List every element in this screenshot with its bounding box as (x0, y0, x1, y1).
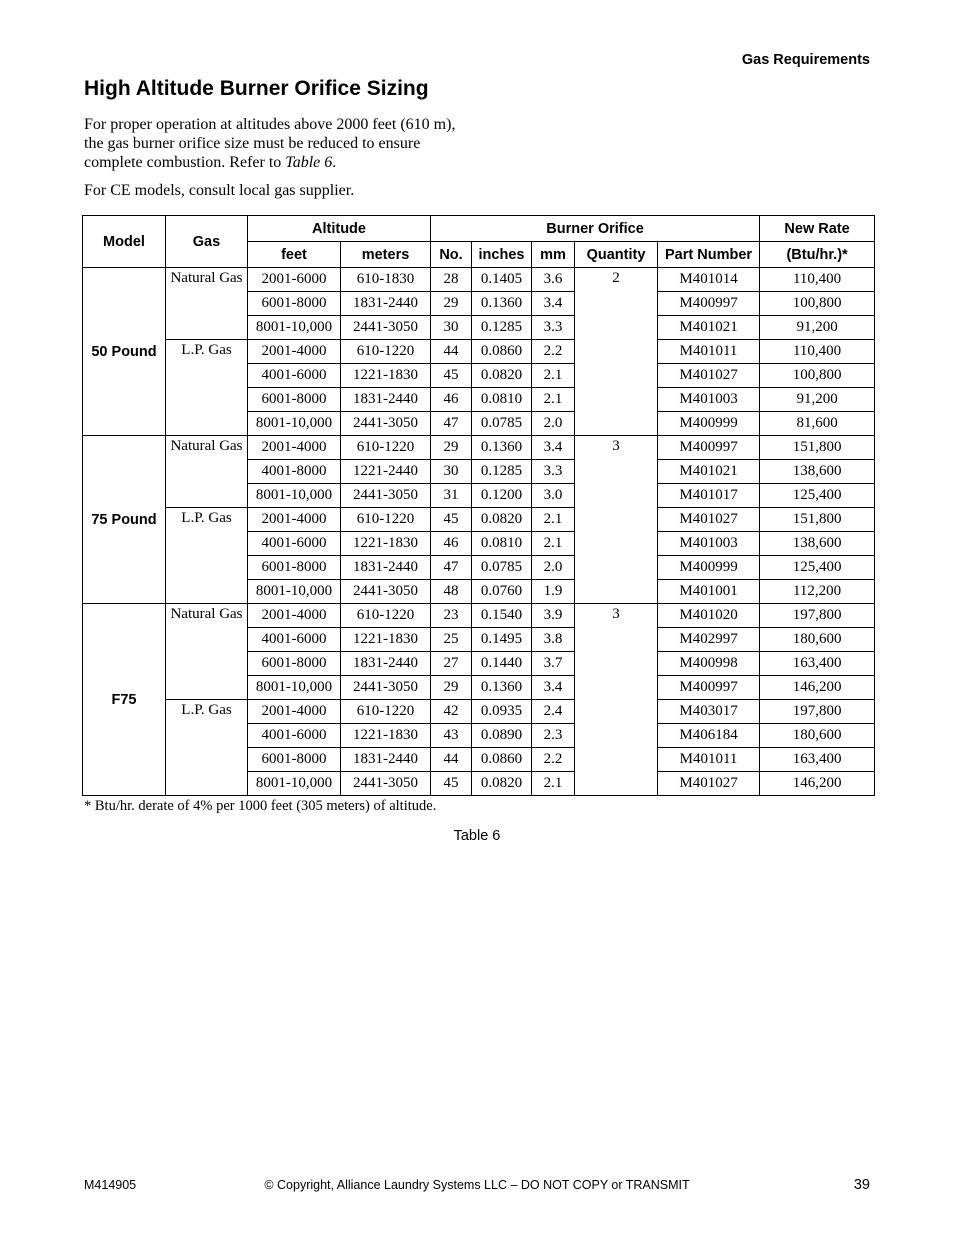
cell-orifice-no: 45 (431, 364, 472, 388)
cell-part-number: M400999 (658, 412, 760, 436)
cell-inches: 0.0820 (472, 364, 532, 388)
cell-part-number: M400997 (658, 292, 760, 316)
cell-mm: 2.2 (532, 340, 575, 364)
cell-mm: 2.1 (532, 532, 575, 556)
cell-meters: 610-1830 (341, 268, 431, 292)
cell-new-rate: 110,400 (760, 340, 875, 364)
cell-new-rate: 180,600 (760, 628, 875, 652)
cell-new-rate: 197,800 (760, 604, 875, 628)
table-row (83, 436, 875, 460)
cell-feet: 2001-4000 (248, 604, 341, 628)
cell-inches: 0.0760 (472, 580, 532, 604)
cell-mm: 3.9 (532, 604, 575, 628)
table-caption: Table 6 (453, 828, 501, 844)
cell-feet: 4001-8000 (248, 460, 341, 484)
cell-mm: 2.1 (532, 772, 575, 796)
cell-feet: 8001-10,000 (248, 676, 341, 700)
table-reference: Table 6 (285, 154, 333, 171)
cell-new-rate: 100,800 (760, 292, 875, 316)
cell-meters: 2441-3050 (341, 484, 431, 508)
cell-inches: 0.1285 (472, 316, 532, 340)
cell-meters: 2441-3050 (341, 316, 431, 340)
cell-mm: 3.8 (532, 628, 575, 652)
cell-part-number: M406184 (658, 724, 760, 748)
cell-feet: 4001-6000 (248, 364, 341, 388)
page-title: High Altitude Burner Orifice Sizing (84, 77, 429, 100)
cell-orifice-no: 45 (431, 508, 472, 532)
cell-meters: 610-1220 (341, 436, 431, 460)
cell-part-number: M401014 (658, 268, 760, 292)
cell-orifice-no: 47 (431, 556, 472, 580)
table-header (83, 216, 875, 268)
table-row (83, 268, 875, 292)
footnote: * Btu/hr. derate of 4% per 1000 feet (305 meters) of altitude. (84, 798, 437, 814)
cell-meters: 1831-2440 (341, 388, 431, 412)
cell-mm: 3.6 (532, 268, 575, 292)
table-row (83, 604, 875, 628)
cell-new-rate: 100,800 (760, 364, 875, 388)
cell-meters: 1221-1830 (341, 532, 431, 556)
cell-mm: 3.0 (532, 484, 575, 508)
cell-meters: 1831-2440 (341, 652, 431, 676)
cell-meters: 2441-3050 (341, 580, 431, 604)
cell-orifice-no: 43 (431, 724, 472, 748)
cell-mm: 3.4 (532, 292, 575, 316)
header-inches: inches (472, 242, 532, 268)
cell-feet: 8001-10,000 (248, 484, 341, 508)
cell-inches: 0.0785 (472, 556, 532, 580)
cell-orifice-no: 25 (431, 628, 472, 652)
cell-inches: 0.1495 (472, 628, 532, 652)
cell-meters: 610-1220 (341, 604, 431, 628)
intro-text-end: . (332, 154, 337, 171)
cell-feet: 8001-10,000 (248, 772, 341, 796)
cell-part-number: M400997 (658, 676, 760, 700)
header-altitude: Altitude (248, 216, 431, 242)
cell-part-number: M401003 (658, 388, 760, 412)
cell-mm: 3.3 (532, 316, 575, 340)
cell-feet: 2001-4000 (248, 436, 341, 460)
cell-feet: 6001-8000 (248, 292, 341, 316)
cell-mm: 2.1 (532, 364, 575, 388)
cell-meters: 1221-1830 (341, 628, 431, 652)
cell-new-rate: 146,200 (760, 772, 875, 796)
cell-mm: 1.9 (532, 580, 575, 604)
cell-new-rate: 163,400 (760, 652, 875, 676)
cell-new-rate: 91,200 (760, 316, 875, 340)
cell-inches: 0.0860 (472, 340, 532, 364)
cell-model: 50 Pound (83, 268, 166, 436)
cell-orifice-no: 46 (431, 532, 472, 556)
cell-new-rate: 151,800 (760, 508, 875, 532)
cell-feet: 8001-10,000 (248, 316, 341, 340)
cell-orifice-no: 30 (431, 316, 472, 340)
header-no: No. (431, 242, 472, 268)
header-quantity: Quantity (575, 242, 658, 268)
cell-inches: 0.0860 (472, 748, 532, 772)
cell-part-number: M402997 (658, 628, 760, 652)
cell-mm: 2.2 (532, 748, 575, 772)
cell-part-number: M401001 (658, 580, 760, 604)
cell-mm: 2.1 (532, 508, 575, 532)
cell-feet: 4001-6000 (248, 724, 341, 748)
cell-part-number: M401027 (658, 508, 760, 532)
cell-part-number: M401017 (658, 484, 760, 508)
cell-part-number: M401011 (658, 748, 760, 772)
cell-new-rate: 180,600 (760, 724, 875, 748)
header-mm: mm (532, 242, 575, 268)
orifice-table (82, 215, 875, 796)
cell-meters: 2441-3050 (341, 412, 431, 436)
cell-new-rate: 163,400 (760, 748, 875, 772)
cell-gas: L.P. Gas (166, 340, 248, 436)
cell-part-number: M401011 (658, 340, 760, 364)
cell-feet: 2001-4000 (248, 508, 341, 532)
cell-mm: 2.1 (532, 388, 575, 412)
footer-doc-number: M414905 (84, 1178, 137, 1192)
cell-gas: Natural Gas (166, 268, 248, 340)
cell-meters: 610-1220 (341, 700, 431, 724)
cell-part-number: M401027 (658, 364, 760, 388)
cell-part-number: M400997 (658, 436, 760, 460)
table-row (83, 340, 875, 364)
cell-feet: 4001-6000 (248, 532, 341, 556)
cell-feet: 2001-4000 (248, 340, 341, 364)
cell-orifice-no: 23 (431, 604, 472, 628)
cell-gas: Natural Gas (166, 436, 248, 508)
intro-text: For proper operation at altitudes above 2000 feet (610 m), the gas burner orifice size must be reduced to ensure complete combustion. Refer to (84, 116, 456, 171)
cell-orifice-no: 29 (431, 436, 472, 460)
cell-feet: 6001-8000 (248, 652, 341, 676)
cell-new-rate: 125,400 (760, 556, 875, 580)
cell-quantity: 3 (575, 436, 658, 604)
cell-mm: 2.0 (532, 412, 575, 436)
cell-inches: 0.1405 (472, 268, 532, 292)
header-model: Model (83, 216, 166, 268)
header-feet: feet (248, 242, 341, 268)
table-row (83, 700, 875, 724)
cell-orifice-no: 28 (431, 268, 472, 292)
cell-gas: L.P. Gas (166, 508, 248, 604)
cell-new-rate: 112,200 (760, 580, 875, 604)
cell-inches: 0.0820 (472, 772, 532, 796)
cell-orifice-no: 31 (431, 484, 472, 508)
cell-orifice-no: 29 (431, 676, 472, 700)
cell-part-number: M401021 (658, 316, 760, 340)
cell-orifice-no: 46 (431, 388, 472, 412)
cell-new-rate: 81,600 (760, 412, 875, 436)
cell-inches: 0.1440 (472, 652, 532, 676)
header-meters: meters (341, 242, 431, 268)
cell-new-rate: 197,800 (760, 700, 875, 724)
cell-quantity: 2 (575, 268, 658, 436)
cell-feet: 6001-8000 (248, 388, 341, 412)
intro-paragraph (84, 115, 464, 172)
cell-orifice-no: 29 (431, 292, 472, 316)
cell-orifice-no: 45 (431, 772, 472, 796)
cell-meters: 1221-2440 (341, 460, 431, 484)
header-btu: (Btu/hr.)* (760, 242, 875, 268)
cell-feet: 6001-8000 (248, 556, 341, 580)
cell-inches: 0.1360 (472, 436, 532, 460)
cell-mm: 3.4 (532, 436, 575, 460)
cell-mm: 2.0 (532, 556, 575, 580)
cell-meters: 1831-2440 (341, 748, 431, 772)
cell-meters: 2441-3050 (341, 772, 431, 796)
cell-inches: 0.0810 (472, 388, 532, 412)
cell-meters: 1221-1830 (341, 364, 431, 388)
cell-inches: 0.1200 (472, 484, 532, 508)
cell-orifice-no: 42 (431, 700, 472, 724)
table-body (83, 268, 875, 796)
cell-meters: 610-1220 (341, 340, 431, 364)
cell-model: 75 Pound (83, 436, 166, 604)
cell-inches: 0.0810 (472, 532, 532, 556)
cell-meters: 1831-2440 (341, 556, 431, 580)
cell-orifice-no: 47 (431, 412, 472, 436)
cell-inches: 0.1540 (472, 604, 532, 628)
cell-part-number: M401021 (658, 460, 760, 484)
cell-inches: 0.0820 (472, 508, 532, 532)
cell-inches: 0.0935 (472, 700, 532, 724)
cell-mm: 3.3 (532, 460, 575, 484)
footer-page-number: 39 (853, 1177, 870, 1193)
cell-model: F75 (83, 604, 166, 796)
cell-inches: 0.0785 (472, 412, 532, 436)
header-gas: Gas (166, 216, 248, 268)
header-part-number: Part Number (658, 242, 760, 268)
cell-orifice-no: 27 (431, 652, 472, 676)
cell-new-rate: 91,200 (760, 388, 875, 412)
cell-meters: 610-1220 (341, 508, 431, 532)
cell-orifice-no: 30 (431, 460, 472, 484)
cell-new-rate: 138,600 (760, 532, 875, 556)
cell-inches: 0.1360 (472, 676, 532, 700)
cell-orifice-no: 44 (431, 748, 472, 772)
cell-feet: 8001-10,000 (248, 412, 341, 436)
cell-new-rate: 125,400 (760, 484, 875, 508)
header-new-rate: New Rate (760, 216, 875, 242)
cell-new-rate: 146,200 (760, 676, 875, 700)
cell-quantity: 3 (575, 604, 658, 796)
header-burner-orifice: Burner Orifice (431, 216, 760, 242)
cell-gas: L.P. Gas (166, 700, 248, 796)
table-header-row (83, 216, 875, 242)
cell-inches: 0.1285 (472, 460, 532, 484)
cell-inches: 0.1360 (472, 292, 532, 316)
table-row (83, 508, 875, 532)
cell-new-rate: 138,600 (760, 460, 875, 484)
cell-part-number: M401020 (658, 604, 760, 628)
cell-new-rate: 110,400 (760, 268, 875, 292)
ce-note: For CE models, consult local gas supplier. (84, 182, 355, 199)
cell-meters: 1831-2440 (341, 292, 431, 316)
cell-new-rate: 151,800 (760, 436, 875, 460)
cell-mm: 3.7 (532, 652, 575, 676)
cell-part-number: M401003 (658, 532, 760, 556)
cell-inches: 0.0890 (472, 724, 532, 748)
cell-feet: 8001-10,000 (248, 580, 341, 604)
cell-part-number: M400998 (658, 652, 760, 676)
cell-orifice-no: 44 (431, 340, 472, 364)
footer-copyright: © Copyright, Alliance Laundry Systems LLC – DO NOT COPY or TRANSMIT (264, 1178, 690, 1192)
cell-mm: 2.3 (532, 724, 575, 748)
cell-orifice-no: 48 (431, 580, 472, 604)
cell-gas: Natural Gas (166, 604, 248, 700)
cell-feet: 4001-6000 (248, 628, 341, 652)
cell-feet: 2001-6000 (248, 268, 341, 292)
cell-mm: 2.4 (532, 700, 575, 724)
cell-feet: 6001-8000 (248, 748, 341, 772)
cell-meters: 2441-3050 (341, 676, 431, 700)
cell-mm: 3.4 (532, 676, 575, 700)
cell-part-number: M400999 (658, 556, 760, 580)
running-header: Gas Requirements (741, 52, 870, 68)
cell-part-number: M403017 (658, 700, 760, 724)
cell-feet: 2001-4000 (248, 700, 341, 724)
cell-meters: 1221-1830 (341, 724, 431, 748)
cell-part-number: M401027 (658, 772, 760, 796)
